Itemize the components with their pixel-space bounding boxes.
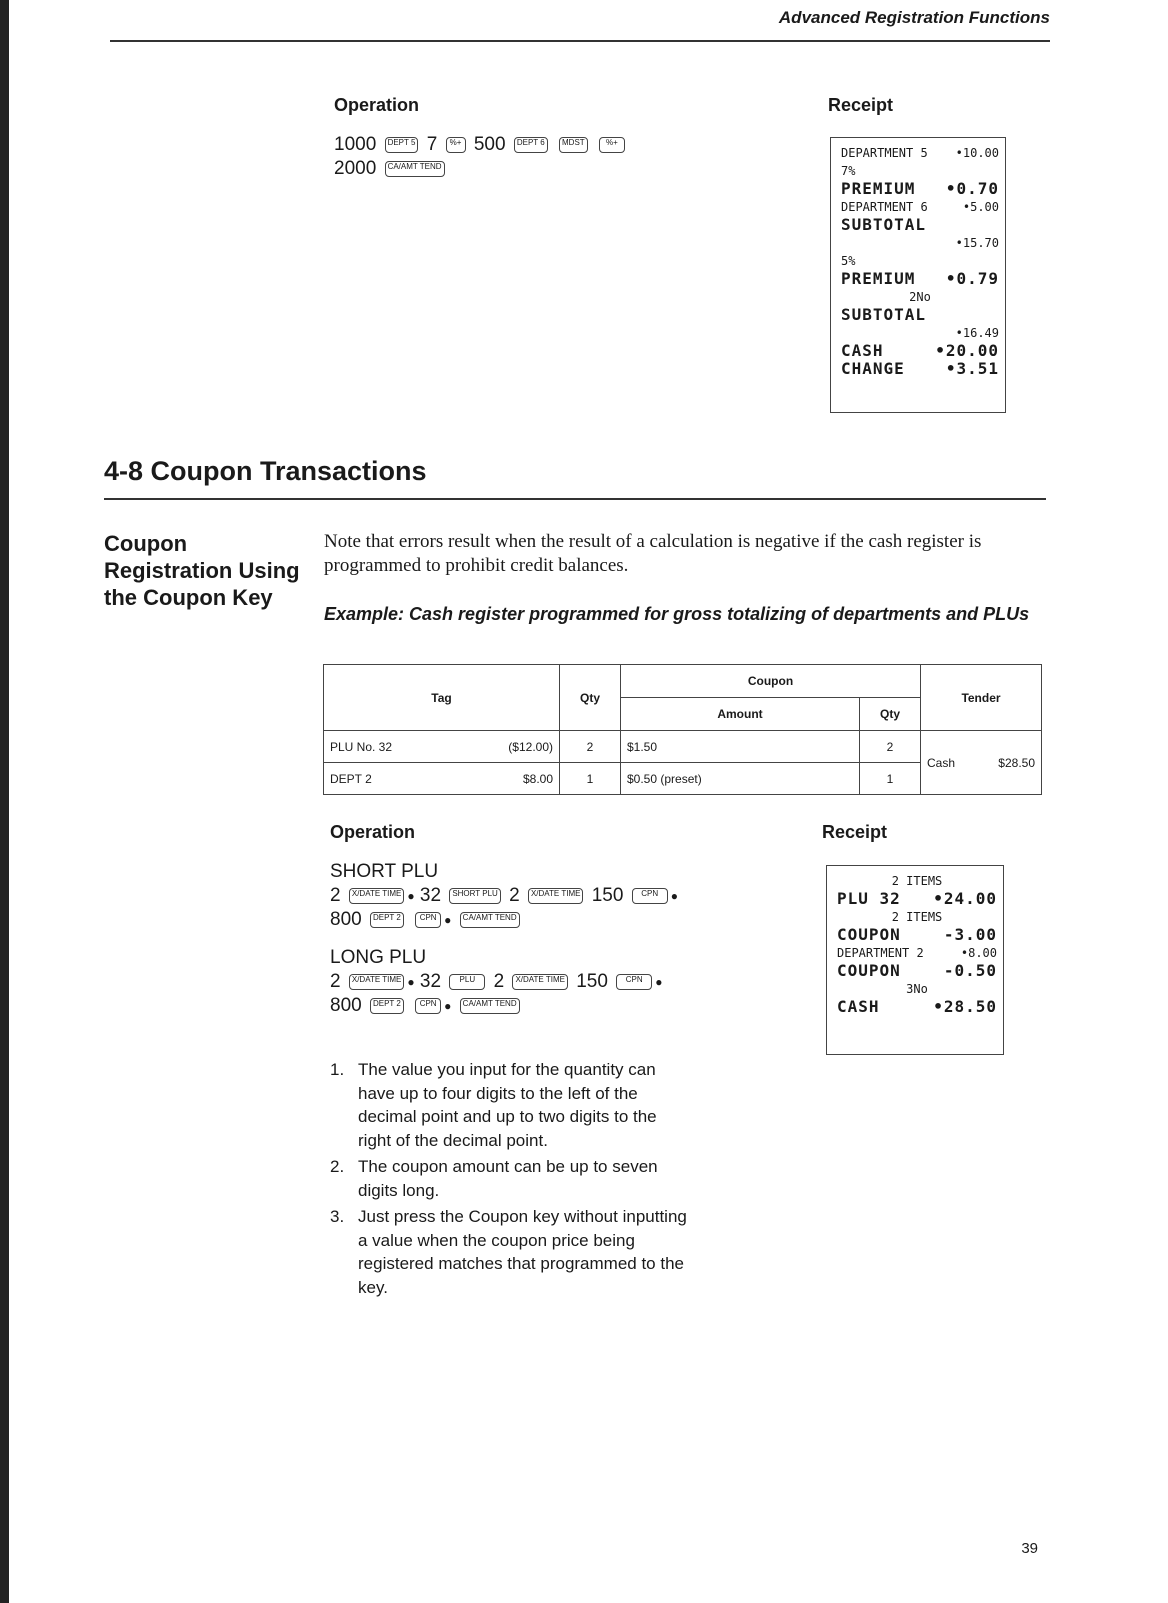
row-price: ($12.00): [457, 731, 560, 763]
list-item: 2. The coupon amount can be up to seven digits long.: [330, 1157, 658, 1200]
receipt-line: CHANGE •3.51: [841, 359, 999, 378]
number-1000: 1000: [334, 134, 377, 155]
header-tag: Tag: [324, 665, 560, 731]
receipt-line: 2No: [909, 290, 931, 304]
section-rule: [104, 498, 1046, 500]
receipt-line: CASH •20.00: [841, 341, 999, 360]
long-plu-line-2: 800 DEPT 2 CPN ● CA/AMT TEND: [330, 994, 523, 1018]
row-amount: $1.50: [621, 731, 860, 763]
header-qty: Qty: [560, 665, 621, 731]
number-500: 500: [473, 134, 506, 155]
receipt-line: PREMIUM •0.70: [841, 179, 999, 198]
operation-line-2: [334, 157, 448, 181]
row-coupon-qty: 1: [860, 763, 921, 795]
transaction-table: [323, 664, 1042, 795]
example-heading: Example: Cash register programmed for gross totalizing of departments and PLUs: [324, 604, 1030, 624]
cash-amt-tend-key-3: CA/AMT TEND: [460, 998, 520, 1014]
running-header: Advanced Registration Functions: [778, 8, 1050, 27]
row-tag: DEPT 2: [324, 763, 457, 795]
row-amount: $0.50 (preset): [621, 763, 860, 795]
coupon-key-3: CPN: [616, 974, 652, 990]
receipt-line: COUPON -0.50: [837, 961, 997, 980]
coupon-key-2: CPN: [415, 912, 441, 928]
receipt-bottom: [826, 865, 1004, 1055]
x-date-time-key-4: X/DATE TIME: [512, 974, 568, 990]
header-tender: Tender: [921, 665, 1042, 731]
row-price: $8.00: [457, 763, 560, 795]
receipt-line: 2 ITEMS: [891, 910, 943, 924]
page-number: 39: [1021, 1540, 1038, 1557]
cash-amt-tend-key: CA/AMT TEND: [385, 161, 445, 177]
operation-label-bottom: Operation: [330, 822, 416, 842]
receipt-line: •15.70: [955, 236, 999, 250]
header-amount: Amount: [621, 698, 860, 731]
receipt-line: PLU 32 •24.00: [837, 889, 997, 908]
number-2000: 2000: [334, 158, 377, 179]
receipt-line: •16.49: [955, 326, 999, 340]
row-qty: 1: [560, 763, 621, 795]
plu-key: PLU: [449, 974, 485, 990]
receipt-line: 5%: [841, 254, 856, 268]
receipt-line: PREMIUM •0.79: [841, 269, 999, 288]
short-plu-line-1: 2 X/DATE TIME ● 32 SHORT PLU 2 X/DATE TIME 150 CPN ●: [330, 885, 678, 906]
list-item: 3. Just press the Coupon key without inputting a value when the coupon price being registered matches that programmed to the key.: [330, 1207, 687, 1297]
coupon-key: CPN: [632, 888, 668, 904]
row-qty: 2: [560, 731, 621, 763]
table-row: [324, 731, 1042, 763]
dept-5-key: DEPT 5: [385, 137, 419, 153]
receipt-line: 2 ITEMS: [891, 874, 943, 888]
section-title: 4-8 Coupon Transactions: [104, 456, 427, 486]
dept-2-key-2: DEPT 2: [370, 998, 404, 1014]
tender-method: Cash: [927, 755, 956, 770]
receipt-line: 7%: [841, 164, 856, 178]
receipt-line: 3No: [906, 982, 928, 996]
receipt-line: DEPARTMENT 2 •8.00: [837, 946, 997, 960]
page-binding-edge: [0, 0, 9, 1603]
receipt-line: SUBTOTAL: [841, 305, 927, 324]
receipt-label-top: Receipt: [828, 95, 894, 115]
row-tag: PLU No. 32: [324, 731, 457, 763]
receipt-top: [830, 137, 1006, 413]
receipt-line: CASH •28.50: [837, 997, 997, 1016]
coupon-key-4: CPN: [415, 998, 441, 1014]
tender-cell: [921, 731, 1042, 795]
side-heading: Coupon Registration Using the Coupon Key: [104, 531, 300, 610]
number-7: 7: [426, 134, 438, 155]
short-plu-line-2: 800 DEPT 2 CPN ● CA/AMT TEND: [330, 908, 523, 932]
mdst-key: MDST: [559, 137, 588, 153]
receipt-line: COUPON -3.00: [837, 925, 997, 944]
header-coupon-qty: Qty: [860, 698, 921, 731]
receipt-label-bottom: Receipt: [822, 822, 888, 842]
operation-line-1: [334, 133, 628, 157]
body-text: Note that errors result when the result of a calculation is negative if the cash register is programmed to prohibit credit balances.: [324, 531, 982, 576]
percent-plus-key-2: %+: [599, 137, 625, 153]
row-coupon-qty: 2: [860, 731, 921, 763]
receipt-line: DEPARTMENT 5 •10.00: [841, 146, 999, 160]
header-rule: [110, 40, 1050, 42]
operation-label-top: Operation: [334, 95, 420, 115]
receipt-line: SUBTOTAL: [841, 215, 927, 234]
short-plu-key: SHORT PLU: [449, 888, 501, 904]
long-plu-line-1: 2 X/DATE TIME ● 32 PLU 2 X/DATE TIME 150 CPN ●: [330, 971, 663, 992]
short-plu-label: SHORT PLU: [330, 861, 439, 882]
long-plu-label: LONG PLU: [330, 947, 427, 968]
x-date-time-key: X/DATE TIME: [349, 888, 405, 904]
list-item: 1. The value you input for the quantity can have up to four digits to the left of the decimal point and up to two digits to the right of the decimal point.: [330, 1060, 657, 1150]
header-coupon: Coupon: [621, 665, 921, 698]
x-date-time-key-2: X/DATE TIME: [528, 888, 584, 904]
cash-amt-tend-key-2: CA/AMT TEND: [460, 912, 520, 928]
dept-6-key: DEPT 6: [514, 137, 548, 153]
x-date-time-key-3: X/DATE TIME: [349, 974, 405, 990]
dept-2-key: DEPT 2: [370, 912, 404, 928]
percent-plus-key: %+: [446, 137, 466, 153]
tender-amount: $28.50: [998, 755, 1035, 770]
receipt-line: DEPARTMENT 6 •5.00: [841, 200, 999, 214]
notes-list: [330, 1058, 690, 1302]
